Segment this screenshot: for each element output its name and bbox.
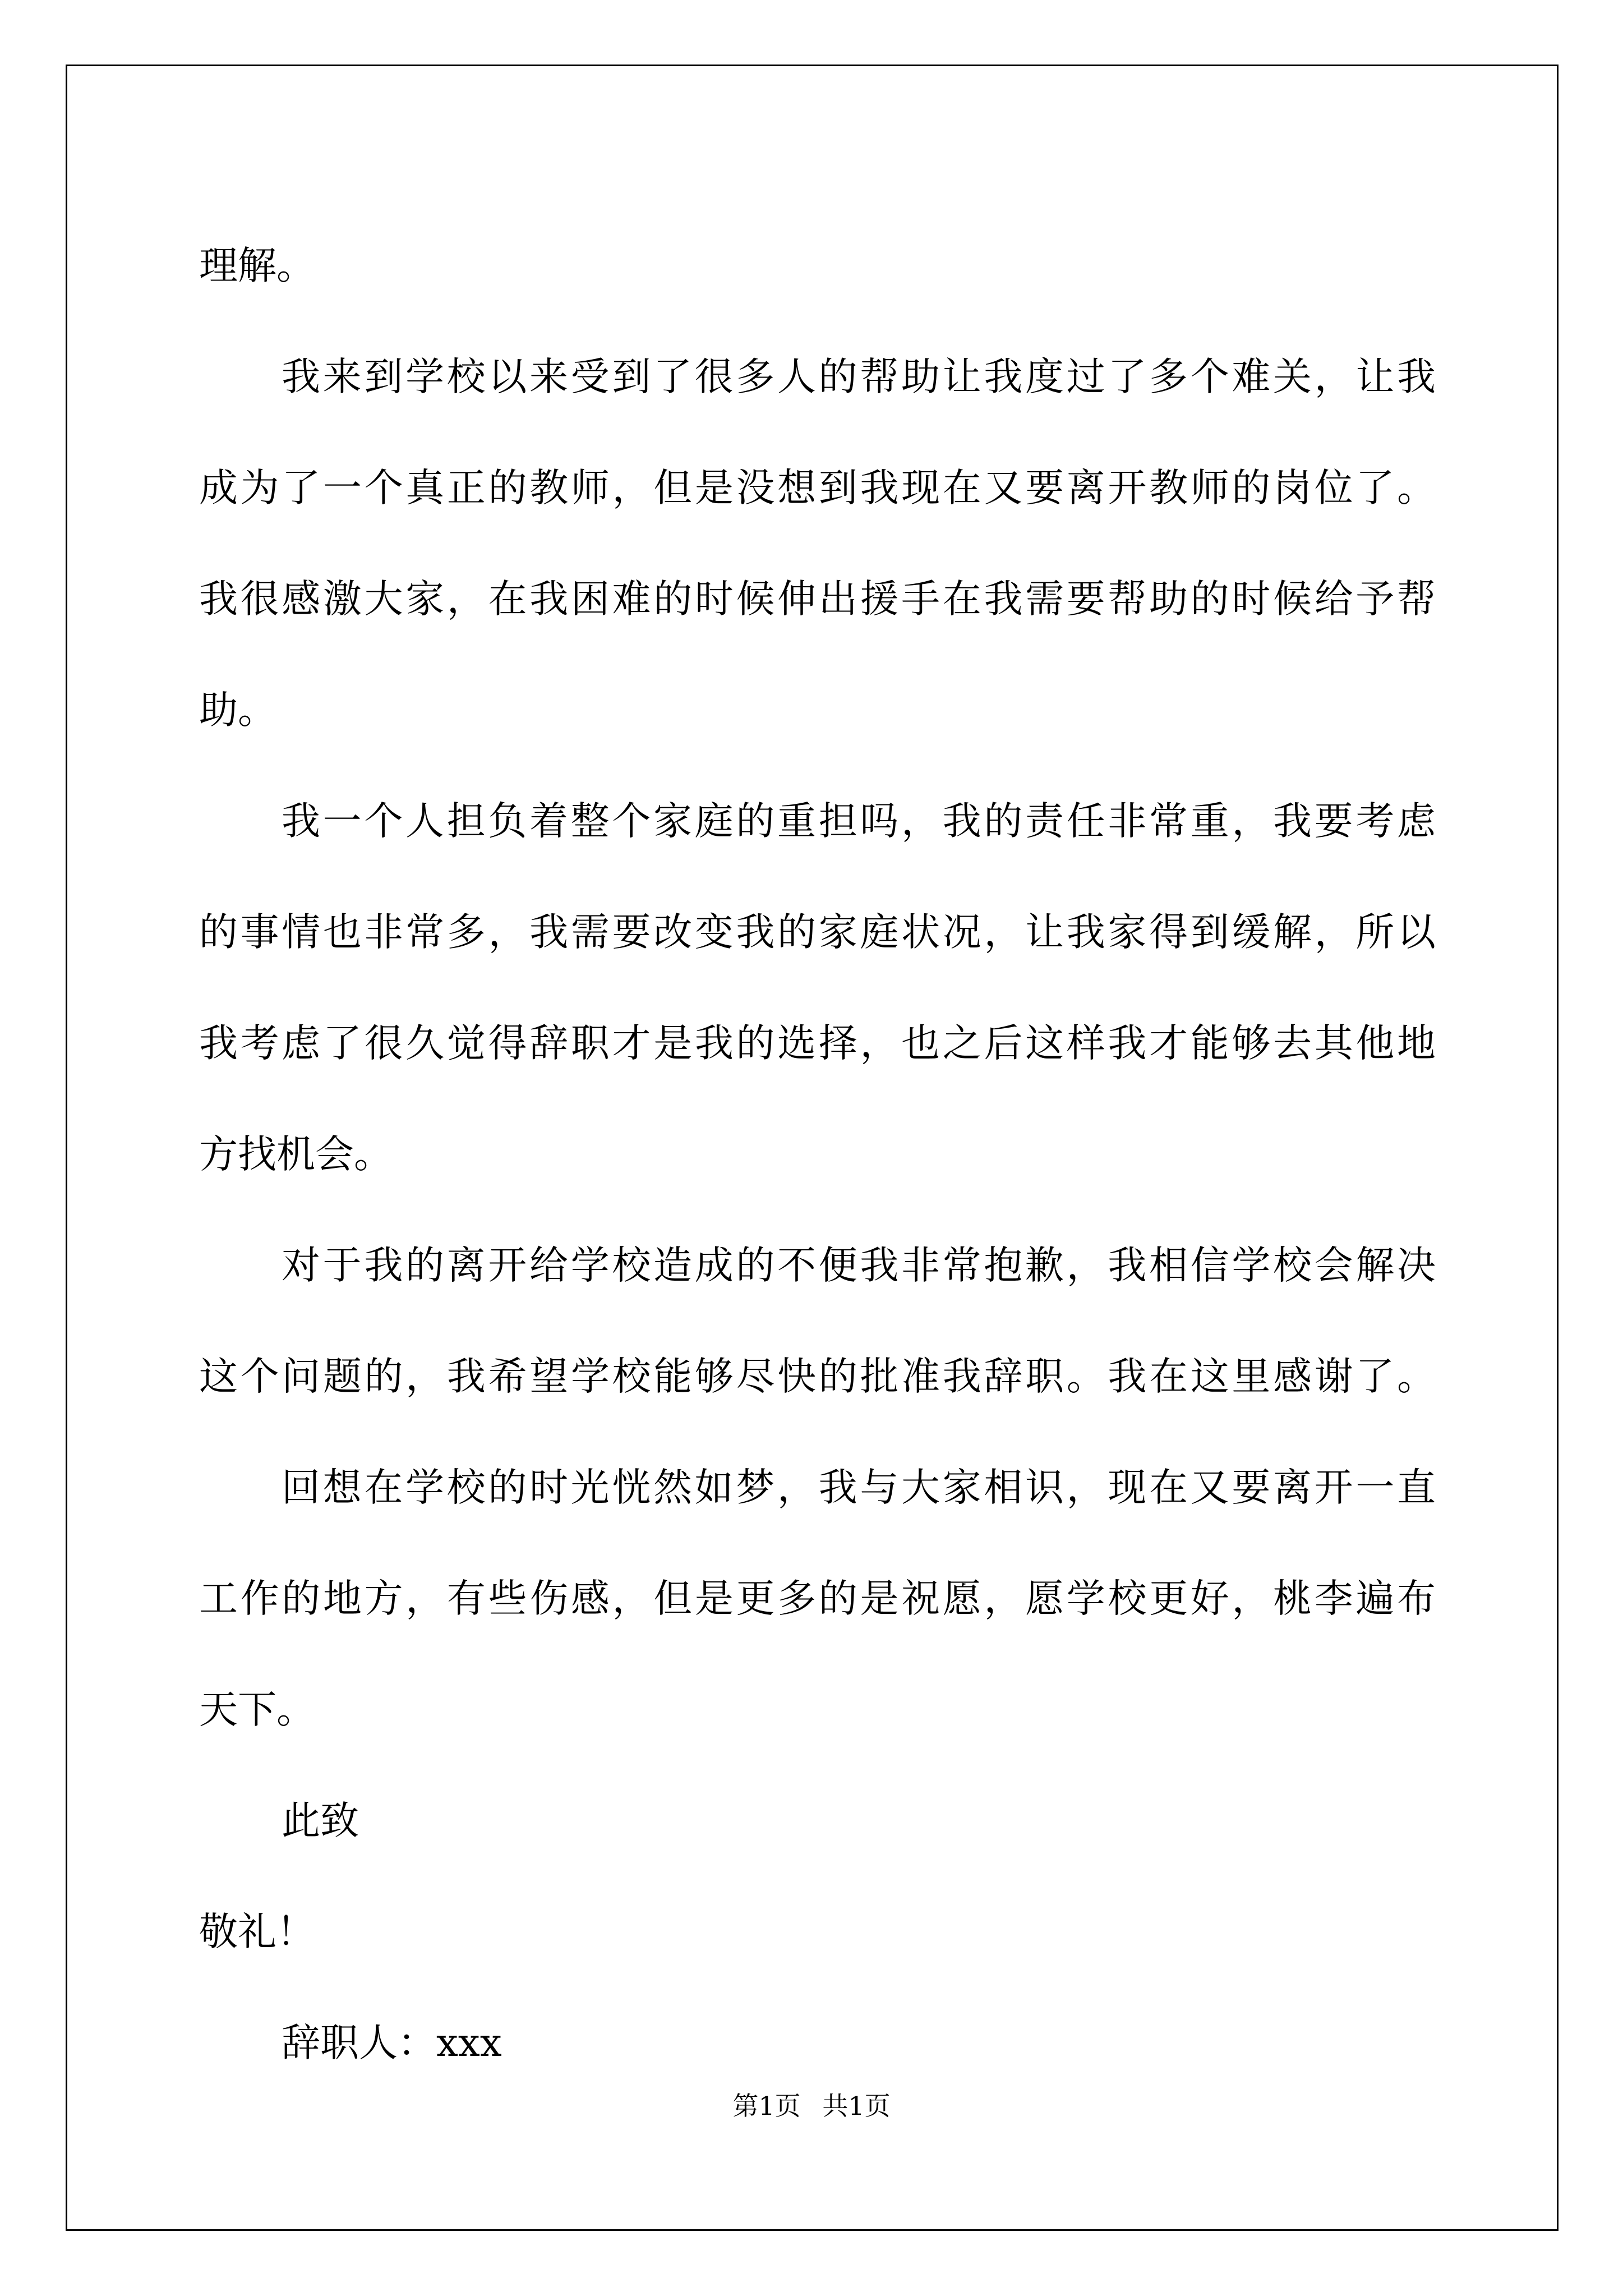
text-line: 理解。: [199, 243, 315, 288]
text-line: 我一个人担负着整个家庭的重担吗，我的责任非常重，我要考虑: [282, 799, 1436, 844]
text-line: 工作的地方，有些伤感，但是更多的是祝愿，愿学校更好，桃李遍布: [199, 1576, 1436, 1621]
text-line: 的事情也非常多，我需要改变我的家庭状况，让我家得到缓解，所以: [199, 910, 1436, 955]
total-pages-indicator: 共1页: [822, 2091, 891, 2121]
signature-line: 辞职人：xxx: [282, 2021, 502, 2065]
letter-body: [199, 210, 1436, 2099]
text-line: 天下。: [199, 1687, 315, 1732]
current-page-indicator: 第1页: [732, 2091, 801, 2121]
text-line: 我很感激大家，在我困难的时候伸出援手在我需要帮助的时候给予帮: [199, 577, 1436, 622]
text-line: 我来到学校以来受到了很多人的帮助让我度过了多个难关，让我: [282, 355, 1436, 399]
text-line: 我考虑了很久觉得辞职才是我的选择，也之后这样我才能够去其他地: [199, 1021, 1436, 1066]
text-line: 方找机会。: [199, 1132, 393, 1177]
closing-salutation: 此致: [282, 1798, 359, 1843]
page-footer: [0, 2086, 1623, 2123]
text-line: 成为了一个真正的教师，但是没想到我现在又要离开教师的岗位了。: [199, 466, 1436, 510]
text-line: 回想在学校的时光恍然如梦，我与大家相识，现在又要离开一直: [282, 1465, 1436, 1510]
text-line: 助。: [199, 688, 276, 733]
text-line: 对于我的离开给学校造成的不便我非常抱歉，我相信学校会解决: [282, 1243, 1436, 1288]
closing-regards: 敬礼！: [199, 1910, 315, 1954]
text-line: 这个问题的，我希望学校能够尽快的批准我辞职。我在这里感谢了。: [199, 1354, 1436, 1399]
